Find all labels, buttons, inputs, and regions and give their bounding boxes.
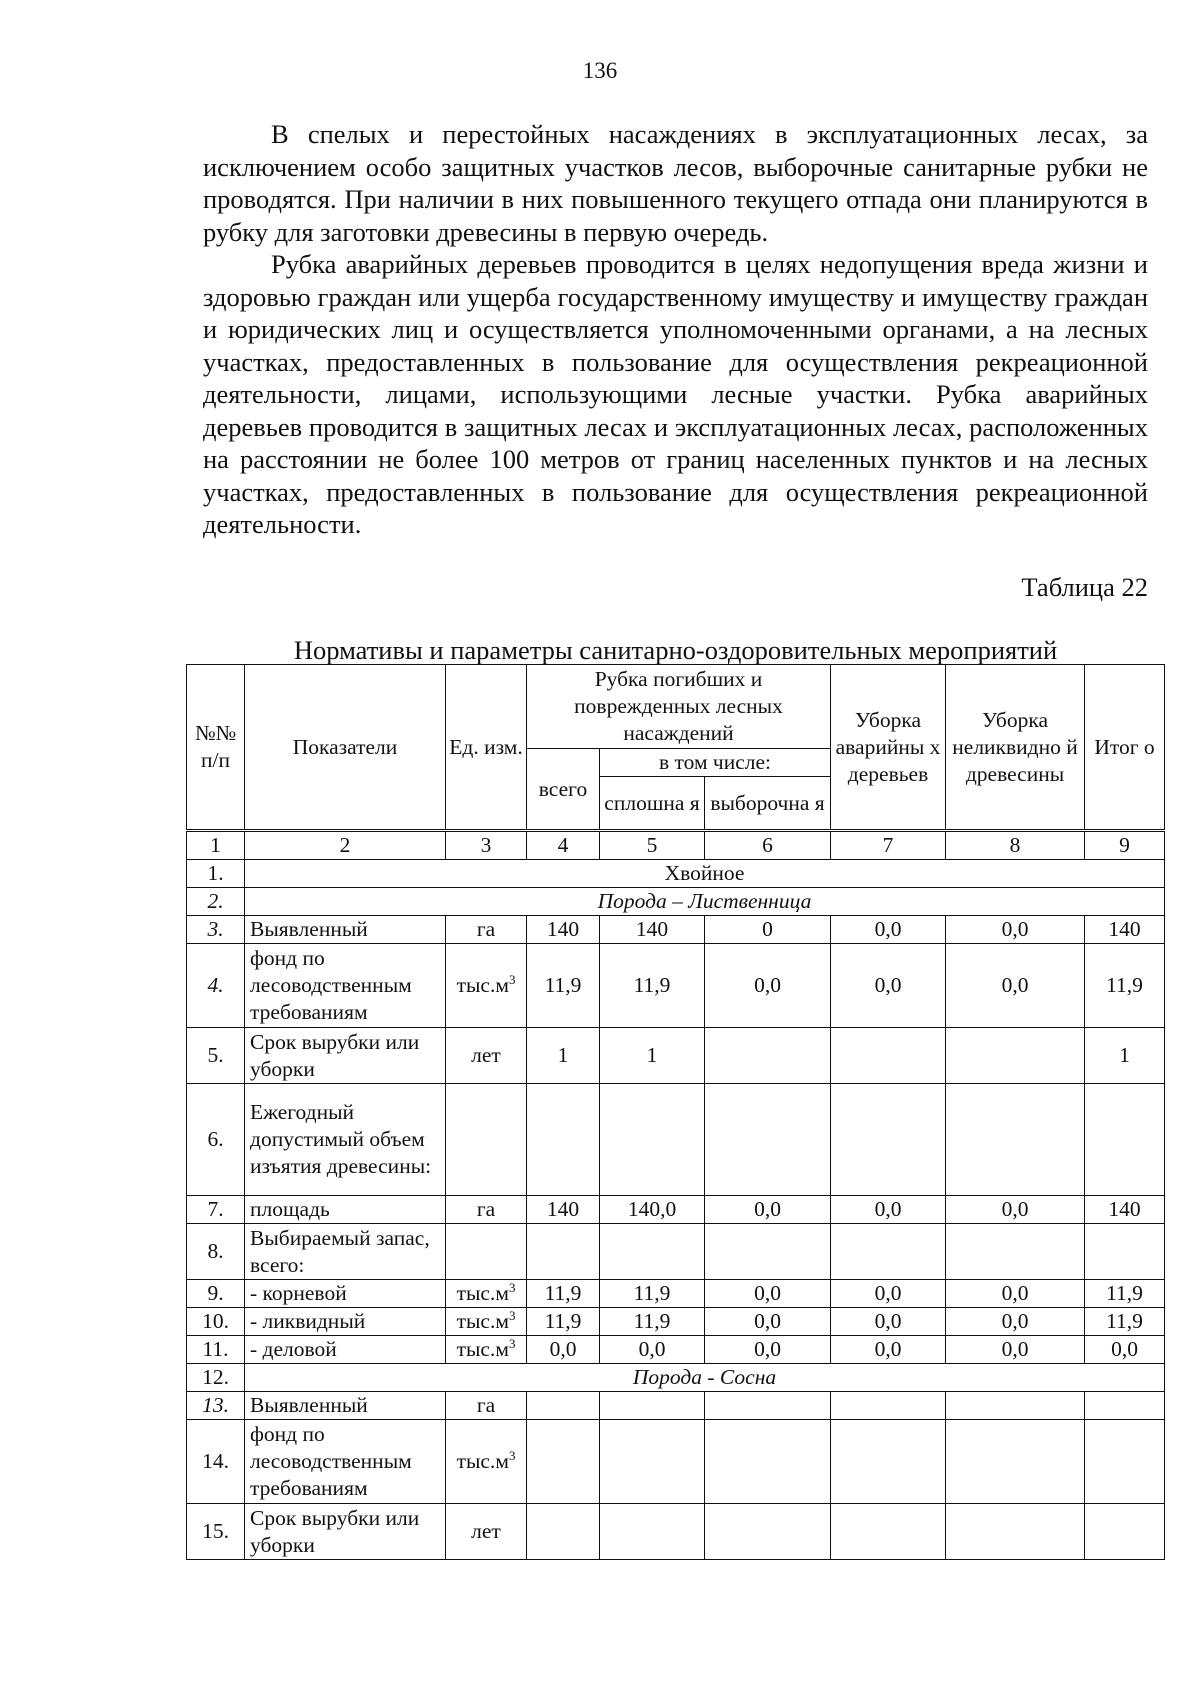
value-cell: 140 (527, 1196, 600, 1224)
row-number: 5. (187, 1028, 245, 1084)
value-cell (705, 1084, 831, 1196)
value-cell (705, 1392, 831, 1420)
value-cell: 0,0 (831, 1336, 946, 1364)
indicator-label: - корневой (245, 1280, 446, 1308)
value-cell (1085, 1504, 1165, 1560)
table-row (187, 1504, 1165, 1560)
value-cell: 0,0 (705, 1196, 831, 1224)
paragraph-2: Рубка аварийных деревьев проводится в целях недопущения вреда жизни и здоровью граждан или ущерба государственному имуществу и имуществу граждан и юридических лиц и осуществляется уполномоченными органами, а на лесных участках, предоставленных в пользование для осуществления рекреационной деятельности, лицами, использующими лесные участки. Рубка аварийных деревьев проводится в защитных лесах и эксплуатационных лесах, расположенных на расстоянии не более 100 метров от границ населенных пунктов и на лесных участках, предоставленных в пользование для осуществления рекреационной деятельности. (203, 249, 1148, 539)
table-row (187, 1028, 1165, 1084)
unit-text: тыс.м (456, 1281, 509, 1305)
unit-text: лет (471, 1519, 501, 1543)
header-itog: Итог о (1085, 665, 1165, 831)
value-cell: 11,9 (527, 1308, 600, 1336)
col-number: 6 (705, 831, 831, 860)
value-cell: 11,9 (527, 944, 600, 1028)
value-cell: 11,9 (600, 944, 705, 1028)
unit-cell (446, 1336, 527, 1364)
header-emergency-trees: Уборка аварийны х деревьев (831, 665, 946, 831)
unit-text: тыс.м (456, 1309, 509, 1333)
value-cell: 0,0 (946, 1280, 1085, 1308)
unit-cell (446, 1224, 527, 1280)
value-cell: 140 (1085, 916, 1165, 944)
paragraph-1: В спелых и перестойных насаждениях в эксплуатационных лесах, за исключением особо защитных участков лесов, выборочные санитарные рубки не проводятся. При наличии в них повышенного текущего отпада они планируются в рубку для заготовки древесины в первую очередь. (203, 119, 1148, 247)
unit-cell (446, 1504, 527, 1560)
section-label: Хвойное (245, 860, 1165, 888)
indicator-label: фонд по лесоводственным требованиям (245, 944, 446, 1028)
value-cell: 140,0 (600, 1196, 705, 1224)
section-label: Порода – Лиственница (245, 888, 1165, 916)
value-cell: 0,0 (705, 1280, 831, 1308)
unit-exponent: 3 (508, 1307, 516, 1323)
col-number: 5 (600, 831, 705, 860)
header-num: №№ п/п (187, 665, 245, 831)
value-cell (831, 1224, 946, 1280)
value-cell: 140 (600, 916, 705, 944)
value-cell: 1 (1085, 1028, 1165, 1084)
table-row (187, 1280, 1165, 1308)
row-number: 9. (187, 1280, 245, 1308)
indicator-label: Выбираемый запас, всего: (245, 1224, 446, 1280)
unit-cell (446, 1420, 527, 1504)
header-illiquid-wood: Уборка неликвидно й древесины (946, 665, 1085, 831)
table-title: Нормативы и параметры санитарно-оздоровительных мероприятий (293, 635, 1058, 665)
value-cell: 0,0 (705, 944, 831, 1028)
unit-cell (446, 1196, 527, 1224)
value-cell (946, 1392, 1085, 1420)
value-cell: 0 (705, 916, 831, 944)
value-cell (705, 1504, 831, 1560)
row-number: 4. (187, 944, 245, 1028)
value-cell: 0,0 (946, 1196, 1085, 1224)
col-number: 8 (946, 831, 1085, 860)
body-text (203, 118, 1148, 541)
value-cell (946, 1224, 1085, 1280)
header-dead-stands: Рубка погибших и поврежденных лесных насаждений (527, 665, 831, 749)
table-label: Таблица 22 (1021, 572, 1148, 602)
value-cell: 0,0 (946, 1336, 1085, 1364)
value-cell (705, 1028, 831, 1084)
row-number: 10. (187, 1308, 245, 1336)
value-cell (1085, 1392, 1165, 1420)
header-total: всего (527, 749, 600, 831)
unit-cell (446, 1280, 527, 1308)
unit-text: тыс.м (456, 973, 509, 997)
row-number: 14. (187, 1420, 245, 1504)
value-cell: 0,0 (946, 1308, 1085, 1336)
col-number: 7 (831, 831, 946, 860)
value-cell (946, 1028, 1085, 1084)
value-cell (705, 1420, 831, 1504)
header-clear-cut: сплошна я (600, 777, 705, 831)
indicator-label: - деловой (245, 1336, 446, 1364)
col-number: 4 (527, 831, 600, 860)
value-cell: 11,9 (600, 1280, 705, 1308)
value-cell (600, 1420, 705, 1504)
unit-text: га (476, 1197, 496, 1221)
value-cell: 11,9 (527, 1280, 600, 1308)
unit-text: га (476, 917, 496, 941)
header-selective-cut: выборочна я (705, 777, 831, 831)
unit-cell (446, 916, 527, 944)
header-unit: Ед. изм. (446, 665, 527, 831)
value-cell (1085, 1420, 1165, 1504)
indicator-label: Ежегодный допустимый объем изъятия древесины: (245, 1084, 446, 1196)
value-cell (946, 1420, 1085, 1504)
unit-text: тыс.м (456, 1449, 509, 1473)
section-row (187, 888, 1165, 916)
unit-cell (446, 1308, 527, 1336)
table-row (187, 1196, 1165, 1224)
unit-cell (446, 1392, 527, 1420)
value-cell: 0,0 (946, 944, 1085, 1028)
value-cell: 0,0 (831, 944, 946, 1028)
col-number: 1 (187, 831, 245, 860)
row-number: 15. (187, 1504, 245, 1560)
unit-exponent: 3 (508, 971, 516, 987)
value-cell: 0,0 (831, 916, 946, 944)
unit-cell (446, 1028, 527, 1084)
unit-exponent: 3 (508, 1279, 516, 1295)
table-row (187, 1392, 1165, 1420)
indicator-label: фонд по лесоводственным требованиям (245, 1420, 446, 1504)
table-row (187, 1336, 1165, 1364)
value-cell: 0,0 (600, 1336, 705, 1364)
row-number: 12. (187, 1364, 245, 1392)
table-row (187, 916, 1165, 944)
value-cell (600, 1392, 705, 1420)
unit-text: тыс.м (456, 1337, 509, 1361)
value-cell (527, 1504, 600, 1560)
indicator-label: площадь (245, 1196, 446, 1224)
row-number: 13. (187, 1392, 245, 1420)
value-cell: 140 (1085, 1196, 1165, 1224)
value-cell: 11,9 (1085, 944, 1165, 1028)
table-row (187, 944, 1165, 1028)
row-number: 6. (187, 1084, 245, 1196)
value-cell (600, 1084, 705, 1196)
table-row (187, 1224, 1165, 1280)
page-number: 136 (582, 58, 618, 83)
unit-exponent: 3 (508, 1447, 516, 1463)
value-cell: 11,9 (1085, 1280, 1165, 1308)
value-cell (831, 1420, 946, 1504)
value-cell: 0,0 (527, 1336, 600, 1364)
value-cell (1085, 1084, 1165, 1196)
header-indicator: Показатели (245, 665, 446, 831)
table-row (187, 1420, 1165, 1504)
col-number: 3 (446, 831, 527, 860)
row-number: 2. (187, 888, 245, 916)
row-number: 3. (187, 916, 245, 944)
value-cell: 1 (600, 1028, 705, 1084)
value-cell: 0,0 (946, 916, 1085, 944)
section-label: Порода - Сосна (245, 1364, 1165, 1392)
unit-exponent: 3 (508, 1335, 516, 1351)
row-number: 8. (187, 1224, 245, 1280)
indicator-label: - ликвидный (245, 1308, 446, 1336)
value-cell: 0,0 (705, 1336, 831, 1364)
header-including: в том числе: (600, 749, 831, 777)
indicator-label: Выявленный (245, 1392, 446, 1420)
unit-text: га (476, 1393, 496, 1417)
value-cell (946, 1504, 1085, 1560)
value-cell: 0,0 (705, 1308, 831, 1336)
indicator-label: Выявленный (245, 916, 446, 944)
value-cell (600, 1224, 705, 1280)
value-cell (527, 1392, 600, 1420)
value-cell: 0,0 (831, 1308, 946, 1336)
unit-text: лет (471, 1043, 501, 1067)
indicator-label: Срок вырубки или уборки (245, 1028, 446, 1084)
value-cell: 0,0 (831, 1196, 946, 1224)
col-number: 9 (1085, 831, 1165, 860)
value-cell: 0,0 (831, 1280, 946, 1308)
unit-cell (446, 944, 527, 1028)
row-number: 11. (187, 1336, 245, 1364)
value-cell (831, 1392, 946, 1420)
value-cell (831, 1028, 946, 1084)
row-number: 1. (187, 860, 245, 888)
indicator-label: Срок вырубки или уборки (245, 1504, 446, 1560)
value-cell (705, 1224, 831, 1280)
value-cell (831, 1084, 946, 1196)
section-row (187, 1364, 1165, 1392)
value-cell: 11,9 (1085, 1308, 1165, 1336)
row-number: 7. (187, 1196, 245, 1224)
value-cell (600, 1504, 705, 1560)
section-row (187, 860, 1165, 888)
value-cell: 11,9 (600, 1308, 705, 1336)
col-number: 2 (245, 831, 446, 860)
value-cell (527, 1224, 600, 1280)
value-cell: 1 (527, 1028, 600, 1084)
value-cell (831, 1504, 946, 1560)
value-cell: 0,0 (1085, 1336, 1165, 1364)
value-cell (527, 1420, 600, 1504)
unit-cell (446, 1084, 527, 1196)
value-cell (946, 1084, 1085, 1196)
value-cell: 140 (527, 916, 600, 944)
value-cell (527, 1084, 600, 1196)
table-row (187, 1084, 1165, 1196)
table-row (187, 1308, 1165, 1336)
sanitary-measures-table (186, 664, 1165, 1560)
value-cell (1085, 1224, 1165, 1280)
